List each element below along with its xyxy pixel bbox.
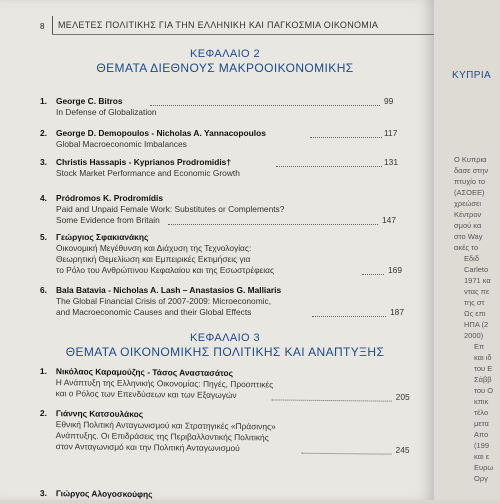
entry-title-line: Some Evidence from Britain [56, 215, 160, 225]
entry-author: Νικόλαος Καραμούζης - Τάσος Αναστασάτος [55, 366, 234, 379]
entry-title-line: In Defense of Globalization [56, 107, 157, 117]
entry-number: 4. [40, 193, 47, 203]
facing-page-line: και ε [474, 452, 490, 461]
entry-author: Γεώργιος Σφακιανάκης [56, 232, 149, 242]
facing-page-line: του Ο [474, 386, 494, 395]
entry-number: 1. [39, 366, 47, 377]
facing-page-line: του Ε [474, 364, 493, 373]
dot-leader [276, 165, 382, 167]
entry-author: Christis Hassapis - Kyprianos Prodromidis† [56, 157, 231, 167]
entry-page: 131 [384, 157, 398, 167]
entry-page: 147 [382, 215, 396, 225]
facing-page-line: (199 [474, 441, 490, 450]
entry-page: 187 [390, 307, 404, 317]
chapter-3-heading [40, 332, 410, 359]
entry-author: George C. Bitros [56, 96, 123, 106]
facing-page-line: τέλο [474, 408, 489, 417]
entry-title-line: Stock Market Performance and Economic Growth [56, 168, 240, 178]
facing-page-line: 2000) [464, 331, 484, 340]
facing-page-line: Εδιδ [464, 254, 480, 263]
entry-title-line: το Ρόλο του Ανθρώπινου Κεφαλαίου και της Εσωστρέφειας [56, 265, 274, 275]
facing-page-line: της στ [464, 298, 485, 307]
chapter-3-title: ΘΕΜΑΤΑ ΟΙΚΟΝΟΜΙΚΗΣ ΠΟΛΙΤΙΚΗΣ ΚΑΙ ΑΝΑΠΤΥΞΗΣ [65, 345, 385, 359]
header-rule-vertical [52, 16, 53, 34]
toc-entry-ch3-3[interactable] [39, 488, 410, 500]
entry-number: 5. [40, 232, 47, 242]
chapter-2-label: ΚΕΦΑΛΑΙΟ 2 [190, 48, 260, 60]
entry-title-line: Global Macroeconomic Imbalances [56, 139, 187, 149]
dot-leader [168, 223, 378, 225]
entry-page: 169 [388, 265, 402, 275]
toc-entry-ch3-1[interactable] [39, 366, 410, 402]
entry-title-line: στον Ανταγωνισμό και την Πολιτική Ανταγωνισμού [55, 441, 240, 454]
facing-page-line: (ΑΣΟΕΕ) [454, 188, 485, 197]
entry-title-line: Ανάπτυξης. Οι Επιδράσεις της Περιβαλλοντικής Πολιτικής [55, 430, 269, 443]
entry-number: 2. [40, 128, 47, 138]
entry-title-line: Εθνική Πολιτική Ανταγωνισμού και Στρατηγικές «Πράσινης» [55, 419, 276, 432]
entry-author: Γιάννης Κατσουλάκος [55, 408, 144, 420]
facing-page-line: και ιδ [474, 353, 492, 362]
facing-page-line: ΗΠΑ (2 [464, 320, 489, 329]
entry-number: 6. [40, 285, 47, 295]
entry-title-line: The Global Financial Crisis of 2007-2009: Microeconomic, [56, 296, 272, 306]
dot-leader [362, 273, 384, 275]
entry-title-line: Η Ανάπτυξη της Ελληνικής Οικονομίας: Πηγές, Προοπτικές [55, 377, 274, 390]
facing-page-line: Σάββ [474, 375, 492, 384]
entry-page: 245 [395, 444, 410, 455]
entry-title-line: and Macroeconomic Causes and their Global Effects [56, 307, 252, 317]
facing-page-line: μετα [474, 419, 489, 428]
dot-leader [310, 136, 382, 138]
facing-page-line: δασε στην [454, 166, 489, 175]
entry-author: Pródromos K. Prodromídis [56, 193, 164, 203]
page-number: 8 [40, 22, 45, 31]
entry-title-line: Θεωρητική Θεμελίωση και Εμπειρικές Εκτιμήσεις για [56, 254, 251, 264]
facing-page-line: Επ [474, 342, 485, 351]
entry-title-line: Οικονομική Μεγέθυνση και Διάχυση της Τεχνολογίας: [56, 243, 252, 253]
facing-page-line: Οργ [474, 474, 488, 483]
facing-page-line: Carleto [464, 265, 489, 274]
chapter-3-label: ΚΕΦΑΛΑΙΟ 3 [190, 332, 260, 344]
entry-page: 99 [384, 96, 394, 106]
facing-page-line: Ως επι [464, 309, 486, 318]
facing-page-line: πτυχίο το [454, 177, 486, 186]
entry-author: Bala Batavia - Nicholas A. Lash – Anastasios G. Malliaris [56, 285, 282, 295]
chapter-2-title: ΘΕΜΑΤΑ ΔΙΕΘΝΟΥΣ ΜΑΚΡΟΟΙΚΟΝΟΜΙΚΗΣ [96, 61, 354, 75]
toc-entry-ch3-2[interactable] [39, 408, 410, 455]
facing-page-line: ακές το [454, 243, 479, 252]
facing-page [434, 0, 500, 500]
facing-page-line: στο Way [454, 232, 483, 241]
facing-page-line: Απο [474, 430, 489, 439]
facing-page-heading: ΚΥΠΡΙΑ [452, 70, 492, 81]
entry-title-line: Paid and Unpaid Female Work: Substitutes or Complements? [56, 204, 285, 214]
dot-leader [302, 452, 392, 455]
entry-number: 3. [39, 488, 47, 499]
facing-page-line: σμού κα [454, 221, 482, 230]
facing-page-line: Κέντρον [454, 210, 482, 219]
facing-page-line: χρεώσει [454, 199, 482, 208]
entry-title-line: και ο Ρόλος των Επενδύσεων και των Εξαγωγών [55, 388, 237, 401]
dot-leader [150, 104, 380, 106]
facing-page-line: Ο Κυπρια [454, 155, 487, 164]
dot-leader [272, 398, 392, 401]
running-title: ΜΕΛΕΤΕΣ ΠΟΛΙΤΙΚΗΣ ΓΙΑ ΤΗΝ ΕΛΛΗΝΙΚΗ ΚΑΙ ΠΑΓΚΟΣΜΙΑ ΟΙΚΟΝΟΜΙΑ [58, 20, 379, 30]
entry-number: 1. [40, 96, 47, 106]
entry-number: 2. [39, 408, 47, 419]
facing-page-line: ντας πε [464, 287, 490, 296]
entry-author: Γιώργος Αλογοσκούφης [55, 488, 153, 500]
dot-leader [312, 315, 386, 317]
chapter-2-heading [40, 48, 410, 75]
entry-author: George D. Demopoulos - Nicholas A. Yannacopoulos [56, 128, 266, 138]
facing-page-line: κπικ [474, 397, 489, 406]
facing-page-line: Ευρω [474, 463, 494, 472]
header-rule-horizontal [52, 34, 434, 35]
entry-number: 3. [40, 157, 47, 167]
entry-page: 205 [395, 391, 410, 402]
facing-page-line: 1971 κα [464, 276, 491, 285]
entry-page: 117 [384, 128, 398, 138]
